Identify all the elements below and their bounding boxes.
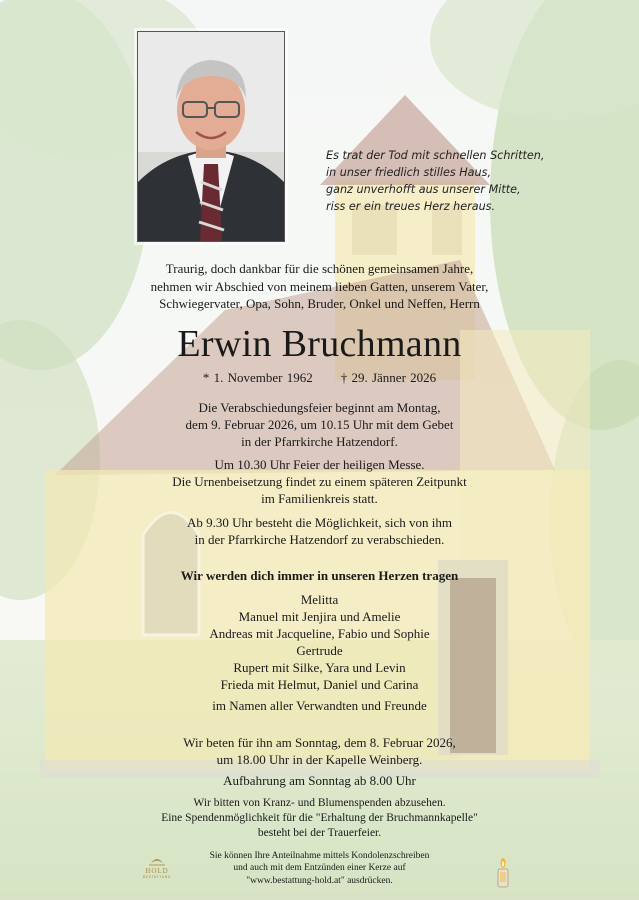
- intro-line: nehmen wir Abschied von meinem lieben Gatten, unserem Vater,: [150, 278, 489, 294]
- poem-line: in unser friedlich stilles Haus,: [326, 166, 491, 179]
- donation-info: [0, 796, 639, 841]
- poem-line: Es trat der Tod mit schnellen Schritten,: [326, 149, 545, 162]
- donation-line: Wir bitten von Kranz- und Blumenspenden abzusehen.: [193, 797, 446, 809]
- lying-in-state: Aufbahrung am Sonntag ab 8.00 Uhr: [223, 773, 416, 788]
- mass-line: Die Urnenbeisetzung findet zu einem späteren Zeitpunkt: [172, 474, 467, 489]
- poem: [326, 147, 576, 215]
- intro-line: Traurig, doch dankbar für die schönen gemeinsamen Jahre,: [165, 261, 474, 276]
- condolence-info: [0, 850, 639, 887]
- candle-icon: [495, 856, 511, 888]
- family-member: Rupert mit Silke, Yara und Levin: [233, 660, 406, 675]
- deceased-name: Erwin Bruchmann: [177, 323, 462, 365]
- prayer-info: [0, 734, 639, 768]
- death-date: † 29. Jänner 2026: [340, 370, 437, 385]
- family-member: Andreas mit Jacqueline, Fabio und Sophie: [209, 626, 430, 641]
- intro-line: Schwiegervater, Opa, Sohn, Bruder, Onkel und Neffen, Herrn: [159, 296, 480, 311]
- farewell-info: [0, 399, 639, 450]
- mass-line: im Familienkreis statt.: [261, 491, 378, 506]
- donation-line: besteht bei der Trauerfeier.: [257, 827, 382, 839]
- farewell-line: dem 9. Februar 2026, um 10.15 Uhr mit dem Gebet: [185, 417, 454, 432]
- farewell-line: in der Pfarrkirche Hatzendorf.: [241, 434, 398, 449]
- birth-date: * 1. November 1962: [202, 370, 313, 385]
- portrait-photo: [137, 31, 285, 242]
- life-dates: [0, 370, 639, 386]
- family-list: [0, 591, 639, 693]
- logo-name: HOLD: [145, 867, 169, 875]
- prayer-line: Wir beten für ihn am Sonntag, dem 8. Februar 2026,: [183, 735, 456, 750]
- family-member: Gertrude: [296, 643, 343, 658]
- condolence-line: und auch mit dem Entzünden einer Kerze auf: [233, 863, 406, 874]
- memorial-motto: Wir werden dich immer in unseren Herzen tragen: [180, 568, 459, 583]
- relatives-line: im Namen aller Verwandten und Freunde: [212, 698, 427, 713]
- prayer-line: um 18.00 Uhr in der Kapelle Weinberg.: [216, 752, 423, 767]
- condolence-line: Sie können Ihre Anteilnahme mittels Kondolenzschreiben: [209, 851, 430, 861]
- condolence-line: "www.bestattung-hold.at" ausdrücken.: [246, 875, 393, 886]
- family-member: Melitta: [300, 592, 339, 607]
- intro-text: [0, 260, 639, 313]
- poem-line: ganz unverhofft aus unserer Mitte,: [326, 183, 521, 196]
- family-member: Manuel mit Jenjira und Amelie: [238, 609, 401, 624]
- poem-line: riss er ein treues Herz heraus.: [326, 200, 496, 213]
- donation-line: Eine Spendenmöglichkeit für die "Erhaltung der Bruchmannkapelle": [161, 812, 478, 824]
- viewing-possibility: [0, 514, 639, 548]
- possibility-line: in der Pfarrkirche Hatzendorf zu verabschieden.: [194, 532, 445, 547]
- farewell-line: Die Verabschiedungsfeier beginnt am Montag,: [198, 400, 441, 415]
- mass-line: Um 10.30 Uhr Feier der heiligen Messe.: [214, 457, 425, 472]
- possibility-line: Ab 9.30 Uhr besteht die Möglichkeit, sich von ihm: [186, 515, 453, 530]
- family-member: Frieda mit Helmut, Daniel und Carina: [220, 677, 419, 692]
- logo-sub: BESTATTUNG: [142, 875, 171, 879]
- mass-info: [0, 456, 639, 507]
- hold-logo: [137, 853, 177, 887]
